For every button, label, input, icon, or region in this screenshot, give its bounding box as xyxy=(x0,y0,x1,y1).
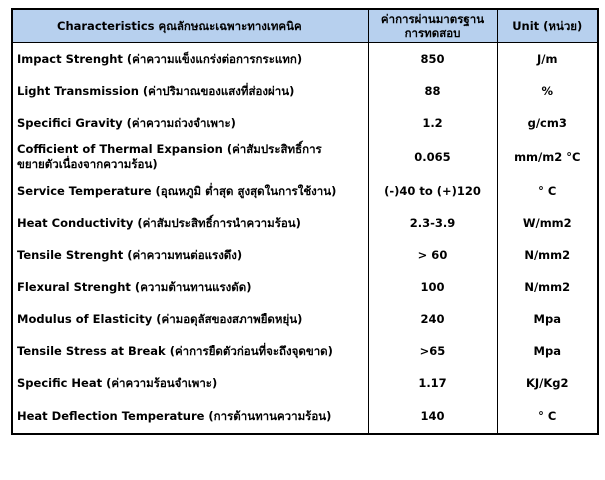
row-value: (-)40 to (+)120 xyxy=(368,175,497,207)
header-characteristics: Characteristics คุณลักษณะเฉพาะทางเทคนิค xyxy=(12,9,368,43)
table-row xyxy=(12,175,598,207)
table-row xyxy=(12,399,598,434)
row-unit: KJ/Kg2 xyxy=(497,367,598,399)
row-value: 140 xyxy=(368,399,497,434)
row-characteristic: Modulus of Elasticity (ค่ามอดุลัสของสภาพยืดหยุ่น) xyxy=(12,303,368,335)
row-value: 88 xyxy=(368,75,497,107)
table-row xyxy=(12,335,598,367)
row-characteristic: Specifici Gravity (ค่าความถ่วงจำเพาะ) xyxy=(12,107,368,139)
row-characteristic-line2: ขยายตัวเนื่องจากความร้อน) xyxy=(17,157,158,171)
row-unit: J/m xyxy=(497,43,598,76)
row-characteristic: Impact Strenght (ค่าความแข็งแกร่งต่อการกระแทก) xyxy=(12,43,368,76)
row-value: 1.17 xyxy=(368,367,497,399)
table-row xyxy=(12,75,598,107)
specification-table xyxy=(11,8,599,435)
header-unit: Unit (หน่วย) xyxy=(497,9,598,43)
row-characteristic: Flexural Strenght (ความต้านทานแรงดัด) xyxy=(12,271,368,303)
row-value: > 60 xyxy=(368,239,497,271)
row-unit: ° C xyxy=(497,399,598,434)
table-row xyxy=(12,43,598,76)
row-characteristic: Service Temperature (อุณหภูมิ ต่ำสุด สูงสุดในการใช้งาน) xyxy=(12,175,368,207)
header-standard-line1: ค่าการผ่านมาตรฐาน xyxy=(380,12,485,26)
row-unit: ° C xyxy=(497,175,598,207)
table-row xyxy=(12,107,598,139)
row-characteristic: Tensile Stress at Break (ค่าการยืดตัวก่อนที่จะถึงจุดขาด) xyxy=(12,335,368,367)
table-row xyxy=(12,239,598,271)
row-value: 100 xyxy=(368,271,497,303)
row-unit: Mpa xyxy=(497,303,598,335)
header-row xyxy=(12,9,598,43)
table-row xyxy=(12,367,598,399)
row-characteristic xyxy=(12,139,368,175)
row-value: 850 xyxy=(368,43,497,76)
row-unit: mm/m2 °C xyxy=(497,139,598,175)
table-row xyxy=(12,303,598,335)
row-characteristic-line1: Cofficient of Thermal Expansion (ค่าสัมประสิทธิ์การ xyxy=(17,142,322,156)
header-standard-test xyxy=(368,9,497,43)
table-row xyxy=(12,139,598,175)
row-unit: g/cm3 xyxy=(497,107,598,139)
row-value: >65 xyxy=(368,335,497,367)
row-unit: % xyxy=(497,75,598,107)
row-value: 240 xyxy=(368,303,497,335)
row-value: 2.3-3.9 xyxy=(368,207,497,239)
row-value: 1.2 xyxy=(368,107,497,139)
row-unit: Mpa xyxy=(497,335,598,367)
header-standard-line2: การทดสอบ xyxy=(404,26,461,40)
row-unit: N/mm2 xyxy=(497,271,598,303)
row-value: 0.065 xyxy=(368,139,497,175)
table-row xyxy=(12,207,598,239)
row-unit: N/mm2 xyxy=(497,239,598,271)
row-characteristic: Tensile Strenght (ค่าความทนต่อแรงดึง) xyxy=(12,239,368,271)
row-characteristic: Heat Conductivity (ค่าสัมประสิทธิ์การนำความร้อน) xyxy=(12,207,368,239)
row-unit: W/mm2 xyxy=(497,207,598,239)
table-row xyxy=(12,271,598,303)
row-characteristic: Specific Heat (ค่าความร้อนจำเพาะ) xyxy=(12,367,368,399)
row-characteristic: Light Transmission (ค่าปริมาณของแสงที่ส่องผ่าน) xyxy=(12,75,368,107)
row-characteristic: Heat Deflection Temperature (การต้านทานความร้อน) xyxy=(12,399,368,434)
